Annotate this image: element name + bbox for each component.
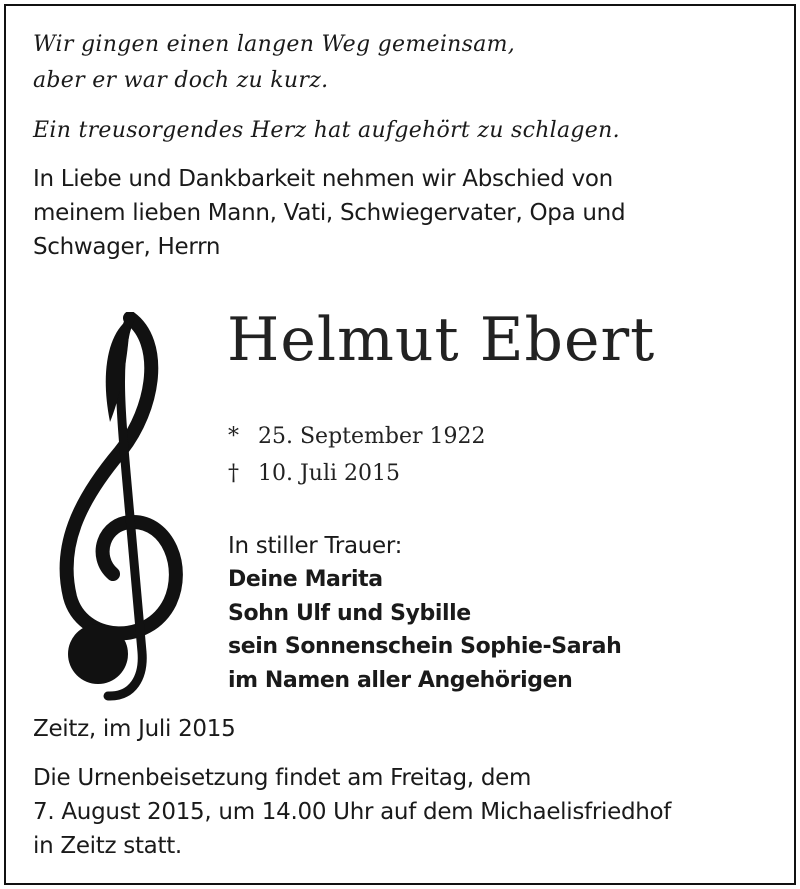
treble-clef-icon xyxy=(38,312,188,702)
intro-line-1: In Liebe und Dankbarkeit nehmen wir Abschied von xyxy=(33,166,613,192)
poem-line-3: Ein treusorgendes Herz hat aufgehört zu schlagen. xyxy=(33,118,620,143)
death-date: 10. Juli 2015 xyxy=(258,461,401,486)
funeral-line-3: in Zeitz statt. xyxy=(33,833,182,859)
mourners-heading: In stiller Trauer: xyxy=(228,533,403,559)
birth-symbol: * xyxy=(228,424,239,449)
mourner-name: im Namen aller Angehörigen xyxy=(228,668,573,693)
mourner-name: Deine Marita xyxy=(228,567,383,592)
intro-line-2: meinem lieben Mann, Vati, Schwiegervater, Opa und xyxy=(33,200,626,226)
poem-line-1: Wir gingen einen langen Weg gemeinsam, xyxy=(33,32,516,57)
intro-line-3: Schwager, Herrn xyxy=(33,234,221,260)
birth-date: 25. September 1922 xyxy=(258,424,486,449)
funeral-line-2: 7. August 2015, um 14.00 Uhr auf dem Michaelisfriedhof xyxy=(33,799,672,825)
funeral-line-1: Die Urnenbeisetzung findet am Freitag, dem xyxy=(33,765,532,791)
poem-line-2: aber er war doch zu kurz. xyxy=(33,68,329,93)
place-date: Zeitz, im Juli 2015 xyxy=(33,716,236,742)
death-symbol: † xyxy=(228,461,239,486)
deceased-name: Helmut Ebert xyxy=(227,305,656,375)
mourner-name: sein Sonnenschein Sophie-Sarah xyxy=(228,634,622,659)
mourner-name: Sohn Ulf und Sybille xyxy=(228,601,471,626)
